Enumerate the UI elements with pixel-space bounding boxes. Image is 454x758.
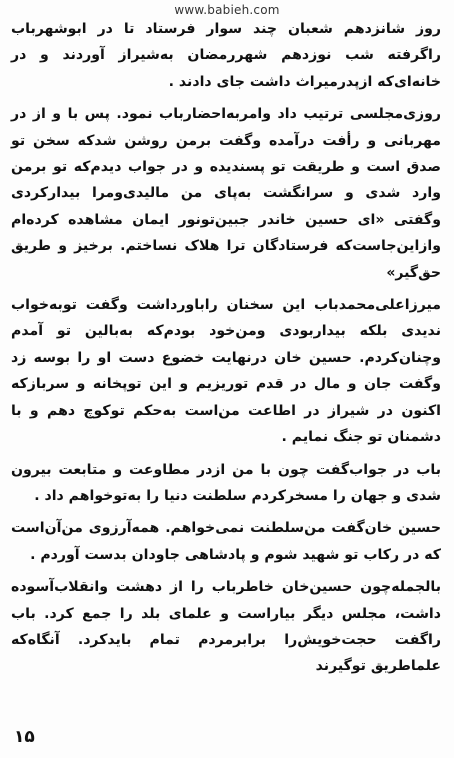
body-text bbox=[11, 16, 441, 680]
watermark-url: www.babieh.com bbox=[174, 3, 280, 17]
paragraph-6: بالجمله‌چون حسین‌خان خاطرباب را از دهشت وانقلاب‌آسوده داشت، مجلس دیگر بیاراست و علمای بلد را جمع کرد. باب راگفت حجت‌خویش‌را برابرمردم تمام بایدکرد. آنگاه‌که علماطریق توگیرند bbox=[11, 579, 441, 675]
paragraph-5: حسین خان‌گفت من‌سلطنت نمی‌خواهم. همه‌آرزوی من‌آن‌است که در رکاب تو شهید شوم و پادشاهی جاودان بدست آوردم . bbox=[11, 520, 441, 563]
paragraph-4: باب در جواب‌گفت چون با من ازدر مطاوعت و متابعت بیرون شدی و جهان را مسخرکردم سلطنت دنیا را به‌توخواهم داد . bbox=[11, 461, 441, 504]
paragraph-1: روز شانزدهم شعبان چند سوار فرستاد تا در ابوشهرباب راگرفته شب نوزدهم شهررمضان به‌شیراز آوردند و در خانه‌ای‌که ازپدرمیراث داشت جای دادند . bbox=[11, 21, 441, 90]
paragraph-2: روزی‌مجلسی ترتیب داد وامربه‌احضارباب نمود. پس با و از در مهربانی و رأفت درآمده وگفت برمن روشن شدکه سخن تو صدق است و طریقت تو پسندیده و در جواب دیدم‌که تو برمن وارد شدی و سرانگشت به‌پای من مالیدی‌ومرا بیدارکردی وگفتی «ای حسین خاندر جبین‌تونور ایمان مشاهده کرده‌ام وازاین‌جاست‌که فرستادگان ترا هلاک نساختم. برخیز و طریق حق‌گیر» bbox=[11, 106, 441, 281]
paragraph-3: میرزاعلی‌محمدباب این سخنان راباورداشت وگفت توبه‌خواب ندیدی بلکه بیداربودی ومن‌خود بودم‌که به‌بالین تو آمدم وچنان‌کردم. حسین خان درنهایت خضوع دست او را بوسه زد وگفت جان و مال در قدم توریزیم و این توپخانه و سربازکه اکنون در شیراز در اطاعت من‌است به‌حکم توکوچ دهم و با دشمنان تو جنگ نمایم . bbox=[11, 297, 441, 446]
page-number: ۱۵ bbox=[14, 727, 35, 747]
